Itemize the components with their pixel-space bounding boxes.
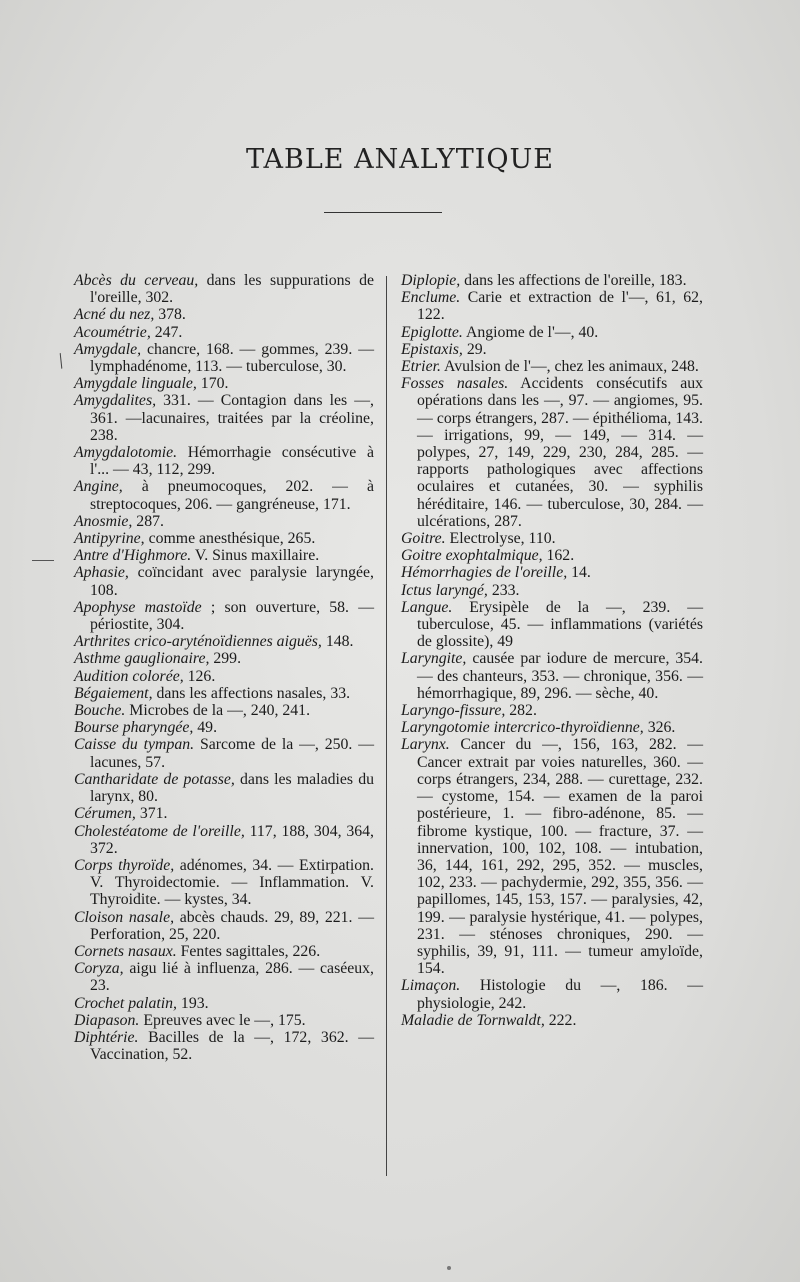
- index-entry: [401, 547, 703, 564]
- index-references: Hémorrhagie consécutive à l'... — 43, 112, 299.: [90, 444, 374, 479]
- index-references: Carie et extraction de l'—, 61, 62, 122.: [417, 289, 703, 324]
- index-references: 49.: [193, 719, 218, 737]
- index-term: Cholestéatome de l'oreille,: [74, 822, 245, 840]
- index-entry: [401, 358, 703, 375]
- index-references: abcès chauds. 29, 89, 221. — Perforation, 25, 220.: [90, 908, 374, 943]
- index-references: Cancer du —, 156, 163, 282. — Cancer extrait par voies naturelles, 360. — corps étrangers, 234, 288. — curettage, 232. — cystome, 154. — examen de la paroi postérieure, 1. — fibro-adénone, 85. — fibrome kystique, 100. — fracture, 37. — innervation, 100, 102, 108. — intubation, 36, 144, 161, 292, 295, 352. — muscles, 102, 233. — pachydermie, 292, 355, 356. — papillomes, 145, 153, 157. — paralysies, 42, 199. — paralysie hystérique, 41. — polypes, 231. — sténoses chroniques, 290. — syphilis, 39, 91, 111. — tumeur amyloïde, 154.: [417, 736, 703, 978]
- index-entry: [74, 995, 374, 1012]
- index-term: Limaçon.: [401, 977, 461, 995]
- index-references: 282.: [505, 702, 537, 720]
- index-term: Enclume.: [401, 289, 461, 307]
- index-entry: [74, 702, 374, 719]
- index-entry: [74, 341, 374, 375]
- index-entry: [401, 582, 703, 599]
- index-references: adénomes, 34. — Extirpation. V. Thyroidectomie. — Inflammation. V. Thyroidite. — kystes, 34.: [90, 856, 374, 909]
- index-entry: [74, 1029, 374, 1063]
- index-references: 371.: [135, 805, 168, 823]
- index-entry: [401, 530, 703, 547]
- index-term: Angine,: [74, 478, 123, 496]
- index-term: Corps thyroïde,: [74, 856, 175, 874]
- index-entry: [401, 736, 703, 977]
- page-title: TABLE ANALYTIQUE: [245, 144, 555, 175]
- index-references: 299.: [209, 650, 242, 668]
- left-index-column: [74, 272, 374, 1063]
- index-term: Caisse du tympan.: [74, 736, 195, 754]
- index-references: à pneumocoques, 202. — à streptocoques, 206. — gangréneuse, 171.: [90, 478, 374, 513]
- index-references: 170.: [196, 375, 229, 393]
- index-entry: [74, 513, 374, 530]
- index-entry: [74, 650, 374, 667]
- index-references: Erysipèle de la —, 239. — tuberculose, 45. — inflammations (variétés de glossite), 49: [417, 598, 703, 651]
- index-references: 29.: [462, 340, 487, 358]
- index-references: 193.: [176, 994, 209, 1012]
- index-term: Larynx.: [401, 736, 450, 754]
- index-entry: [401, 341, 703, 358]
- index-entry: [74, 943, 374, 960]
- index-entry: [74, 685, 374, 702]
- index-entry: [401, 375, 703, 530]
- index-entry: [74, 547, 374, 564]
- index-entry: [74, 599, 374, 633]
- index-references: 378.: [154, 306, 186, 324]
- index-term: Bourse pharyngée,: [74, 719, 194, 737]
- index-references: ; son ouverture, 58. — périostite, 304.: [90, 598, 374, 634]
- index-references: 117, 188, 304, 364, 372.: [90, 822, 374, 857]
- index-term: Maladie de Tornwaldt,: [401, 1011, 545, 1029]
- index-entry: [401, 599, 703, 651]
- index-term: Ictus laryngé,: [401, 581, 488, 599]
- right-index-column: [401, 272, 703, 1029]
- index-references: Microbes de la —, 240, 241.: [125, 702, 311, 720]
- index-term: Asthme gauglionaire,: [74, 650, 210, 668]
- index-references: dans les affections de l'oreille, 183.: [460, 272, 687, 289]
- index-entry: [74, 719, 374, 736]
- index-term: Amygdale linguale,: [74, 375, 197, 393]
- index-references: V. Sinus maxillaire.: [191, 547, 320, 565]
- index-term: Laryngite,: [401, 650, 467, 668]
- index-term: Bouche.: [74, 702, 126, 720]
- index-references: dans les affections nasales, 33.: [152, 684, 351, 702]
- index-entry: [74, 960, 374, 994]
- index-term: Antre d'Highmore.: [74, 547, 192, 565]
- index-term: Abcès du cerveau,: [74, 272, 199, 289]
- index-entry: [401, 977, 703, 1011]
- index-references: Bacilles de la —, 172, 362. — Vaccination, 52.: [90, 1028, 374, 1064]
- index-references: 247.: [150, 323, 183, 341]
- index-references: 287.: [132, 512, 164, 530]
- index-entry: [74, 909, 374, 943]
- index-entry: [74, 375, 374, 392]
- index-references: 326.: [643, 719, 676, 737]
- index-term: Acoumétrie,: [74, 323, 151, 341]
- index-entry: [74, 633, 374, 650]
- index-references: aigu lié à influenza, 286. — caséeux, 23.: [90, 960, 374, 995]
- index-term: Laryngo-fissure,: [401, 702, 506, 720]
- index-references: 331. — Contagion dans les —, 361. —lacunaires, traitées par la créoline, 238.: [90, 392, 374, 444]
- pencil-dash-icon: [32, 560, 54, 561]
- index-term: Cornets nasaux.: [74, 942, 177, 960]
- index-term: Anosmie,: [74, 512, 133, 530]
- index-term: Amygdalites,: [74, 392, 157, 410]
- index-entry: [401, 702, 703, 719]
- title-rule: [324, 212, 442, 213]
- index-entry: [401, 650, 703, 702]
- index-term: Hémorrhagies de l'oreille,: [401, 564, 568, 582]
- index-entry: [74, 823, 374, 857]
- index-term: Goitre.: [401, 530, 446, 548]
- index-term: Laryngotomie intercrico-thyroïdienne,: [401, 719, 644, 737]
- index-entry: [401, 324, 703, 341]
- index-entry: [74, 736, 374, 770]
- index-entry: [74, 857, 374, 909]
- index-term: Cantharidate de potasse,: [74, 770, 235, 788]
- index-references: Epreuves avec le —, 175.: [139, 1011, 306, 1029]
- index-references: 162.: [542, 547, 575, 565]
- index-references: Histologie du —, 186. — physiologie, 242.: [417, 977, 703, 1012]
- index-entry: [74, 392, 374, 444]
- index-entry: [74, 444, 374, 478]
- index-references: coïncidant avec paralysie laryngée, 108.: [90, 564, 374, 599]
- page-dot: [447, 1266, 451, 1270]
- index-entry: [74, 771, 374, 805]
- index-references: Fentes sagittales, 226.: [176, 942, 321, 960]
- index-term: Diplopie,: [401, 272, 461, 289]
- index-entry: [74, 478, 374, 512]
- index-term: Langue.: [401, 598, 453, 616]
- index-entry: [401, 719, 703, 736]
- index-entry: [401, 1012, 703, 1029]
- index-references: causée par iodure de mercure, 354. — des chanteurs, 353. — chronique, 356. — hémorrhagique, 89, 296. — sèche, 40.: [417, 650, 703, 702]
- index-references: 222.: [544, 1011, 577, 1029]
- index-entry: [74, 1012, 374, 1029]
- index-term: Coryza,: [74, 960, 124, 978]
- index-references: dans les maladies du larynx, 80.: [90, 770, 374, 806]
- index-term: Amygdalotomie.: [74, 444, 178, 462]
- index-term: Epistaxis,: [401, 340, 463, 358]
- column-divider: [386, 276, 387, 1176]
- index-term: Fosses nasales.: [401, 375, 509, 393]
- index-references: chancre, 168. — gommes, 239. — lymphadénome, 113. — tuberculose, 30.: [90, 340, 374, 376]
- index-references: Electrolyse, 110.: [445, 530, 556, 548]
- index-entry: [74, 272, 374, 306]
- index-entry: [401, 289, 703, 323]
- index-references: Angiome de l'—, 40.: [462, 323, 599, 341]
- index-entry: [74, 564, 374, 598]
- index-references: Sarcome de la —, 250. — lacunes, 57.: [90, 736, 374, 771]
- index-entry: [74, 324, 374, 341]
- index-term: Cloison nasale,: [74, 908, 175, 926]
- index-references: Avulsion de l'—, chez les animaux, 248.: [440, 358, 699, 376]
- index-references: comme anesthésique, 265.: [144, 530, 316, 548]
- index-term: Epiglotte.: [401, 323, 463, 341]
- index-references: 126.: [183, 667, 216, 685]
- index-entry: [401, 564, 703, 581]
- index-term: Acné du nez,: [74, 306, 155, 324]
- index-references: 148.: [321, 633, 354, 651]
- index-entry: [74, 805, 374, 822]
- index-term: Amygdale,: [74, 340, 142, 358]
- index-term: Diapason.: [74, 1011, 140, 1029]
- index-term: Goitre exophtalmique,: [401, 547, 543, 565]
- index-references: 14.: [567, 564, 591, 582]
- index-term: Audition colorée,: [74, 667, 184, 685]
- index-term: Bégaiement,: [74, 684, 153, 702]
- index-references: Accidents consécutifs aux opérations dans les —, 97. — angiomes, 95. — corps étrangers, 287. — épithélioma, 143. — irrigations, 99, — 149, — 314. — polypes, 27, 149, 229, 230, 284, 285. — rapports pathologiques avec affections oculaires et cutanées, 30. — syphilis héréditaire, 146. — tuberculose, 30, 284. — ulcérations, 287.: [417, 375, 703, 530]
- pencil-mark-icon: /: [52, 347, 69, 374]
- index-term: Apophyse mastoïde: [74, 598, 202, 616]
- index-references: dans les suppurations de l'oreille, 302.: [90, 272, 374, 307]
- index-entry: [74, 530, 374, 547]
- index-term: Cérumen,: [74, 805, 136, 823]
- index-term: Diphtérie.: [74, 1028, 139, 1046]
- index-term: Aphasie,: [74, 564, 129, 582]
- index-term: Antipyrine,: [74, 530, 145, 548]
- index-term: Crochet palatin,: [74, 994, 177, 1012]
- index-entry: [74, 306, 374, 323]
- index-term: Etrier.: [401, 358, 441, 376]
- index-references: 233.: [487, 581, 520, 599]
- index-entry: [74, 668, 374, 685]
- index-entry: [401, 272, 703, 289]
- index-term: Arthrites crico-aryténoïdiennes aiguës,: [74, 633, 322, 651]
